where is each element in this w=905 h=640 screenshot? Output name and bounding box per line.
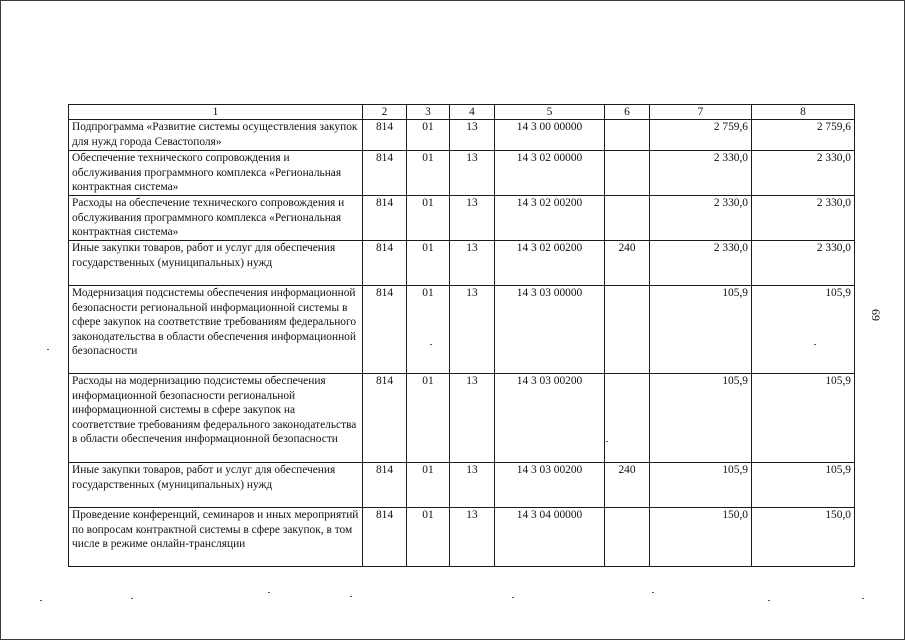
scan-speck — [768, 600, 770, 601]
row-col4: 13 — [450, 241, 495, 286]
header-cell-2: 2 — [363, 105, 407, 120]
row-col5: 14 3 00 00000 — [495, 120, 605, 151]
row-col2: 814 — [363, 286, 407, 374]
row-col2: 814 — [363, 508, 407, 567]
row-name: Иные закупки товаров, работ и услуг для обеспечения государственных (муниципальных) нужд — [69, 241, 363, 286]
row-col8: 150,0 — [752, 508, 855, 567]
header-row — [69, 105, 855, 120]
header-cell-8: 8 — [752, 105, 855, 120]
row-col6 — [605, 508, 650, 567]
scan-speck — [606, 441, 608, 442]
row-col8: 105,9 — [752, 463, 855, 508]
row-col3: 01 — [407, 151, 450, 196]
header-cell-6: 6 — [605, 105, 650, 120]
table-row — [69, 463, 855, 508]
row-col7: 2 330,0 — [650, 241, 752, 286]
row-col5: 14 3 02 00200 — [495, 241, 605, 286]
row-name: Подпрограмма «Развитие системы осуществления закупок для нужд города Севастополя» — [69, 120, 363, 151]
row-col6 — [605, 374, 650, 463]
row-col3: 01 — [407, 120, 450, 151]
row-col4: 13 — [450, 508, 495, 567]
row-col5: 14 3 04 00000 — [495, 508, 605, 567]
scan-speck — [47, 349, 49, 350]
row-col6 — [605, 196, 650, 241]
row-name: Иные закупки товаров, работ и услуг для обеспечения государственных (муниципальных) нужд — [69, 463, 363, 508]
row-col7: 2 330,0 — [650, 196, 752, 241]
header-cell-5: 5 — [495, 105, 605, 120]
scan-speck — [862, 598, 864, 599]
row-col5: 14 3 03 00000 — [495, 286, 605, 374]
row-col4: 13 — [450, 196, 495, 241]
budget-table — [68, 104, 855, 567]
table-row — [69, 286, 855, 374]
table-row — [69, 120, 855, 151]
table-row — [69, 151, 855, 196]
page-number: 69 — [869, 309, 883, 321]
row-col2: 814 — [363, 241, 407, 286]
header-cell-3: 3 — [407, 105, 450, 120]
row-name: Расходы на обеспечение технического сопровождения и обслуживания программного комплекса «Региональная контрактная система» — [69, 196, 363, 241]
row-col5: 14 3 02 00200 — [495, 196, 605, 241]
table-row — [69, 241, 855, 286]
row-name: Модернизация подсистемы обеспечения информационной безопасности региональной информационной системы в сфере закупок на соответствие требованиям федерального законодательства в области обеспечения информационной безопасности — [69, 286, 363, 374]
scan-speck — [512, 597, 514, 598]
row-col8: 105,9 — [752, 286, 855, 374]
row-col5: 14 3 03 00200 — [495, 374, 605, 463]
header-cell-7: 7 — [650, 105, 752, 120]
row-col7: 105,9 — [650, 286, 752, 374]
table-row — [69, 196, 855, 241]
scan-speck — [268, 592, 270, 593]
row-col2: 814 — [363, 374, 407, 463]
row-col2: 814 — [363, 120, 407, 151]
scan-speck — [430, 344, 432, 345]
row-col5: 14 3 02 00000 — [495, 151, 605, 196]
header-cell-1: 1 — [69, 105, 363, 120]
row-col8: 105,9 — [752, 374, 855, 463]
row-col4: 13 — [450, 151, 495, 196]
row-col3: 01 — [407, 374, 450, 463]
row-col6 — [605, 151, 650, 196]
row-col7: 105,9 — [650, 463, 752, 508]
row-name: Расходы на модернизацию подсистемы обеспечения информационной безопасности региональной информационной системы в сфере закупок на соответствие требованиям федерального законодательства в области обеспечения информационной безопасности — [69, 374, 363, 463]
row-col4: 13 — [450, 120, 495, 151]
row-col8: 2 759,6 — [752, 120, 855, 151]
row-col3: 01 — [407, 196, 450, 241]
row-col3: 01 — [407, 286, 450, 374]
scan-speck — [814, 344, 816, 345]
row-col3: 01 — [407, 241, 450, 286]
scan-speck — [131, 598, 133, 599]
row-col6: 240 — [605, 463, 650, 508]
row-col8: 2 330,0 — [752, 241, 855, 286]
row-col7: 2 330,0 — [650, 151, 752, 196]
row-col7: 150,0 — [650, 508, 752, 567]
row-name: Проведение конференций, семинаров и иных мероприятий по вопросам контрактной системы в сфере закупок, в том числе в режиме онлайн-трансляции — [69, 508, 363, 567]
row-col4: 13 — [450, 286, 495, 374]
row-col2: 814 — [363, 463, 407, 508]
row-col4: 13 — [450, 374, 495, 463]
row-col2: 814 — [363, 151, 407, 196]
row-col8: 2 330,0 — [752, 196, 855, 241]
row-col8: 2 330,0 — [752, 151, 855, 196]
scan-speck — [350, 596, 352, 597]
scan-speck — [652, 592, 654, 593]
table-row — [69, 374, 855, 463]
row-col7: 105,9 — [650, 374, 752, 463]
row-col6 — [605, 120, 650, 151]
scan-speck — [40, 600, 42, 601]
row-col7: 2 759,6 — [650, 120, 752, 151]
row-col6: 240 — [605, 241, 650, 286]
row-col6 — [605, 286, 650, 374]
table-row — [69, 508, 855, 567]
table-body — [69, 105, 855, 567]
header-cell-4: 4 — [450, 105, 495, 120]
row-col3: 01 — [407, 463, 450, 508]
row-col2: 814 — [363, 196, 407, 241]
row-col5: 14 3 03 00200 — [495, 463, 605, 508]
row-name: Обеспечение технического сопровождения и обслуживания программного комплекса «Региональная контрактная система» — [69, 151, 363, 196]
row-col4: 13 — [450, 463, 495, 508]
row-col3: 01 — [407, 508, 450, 567]
